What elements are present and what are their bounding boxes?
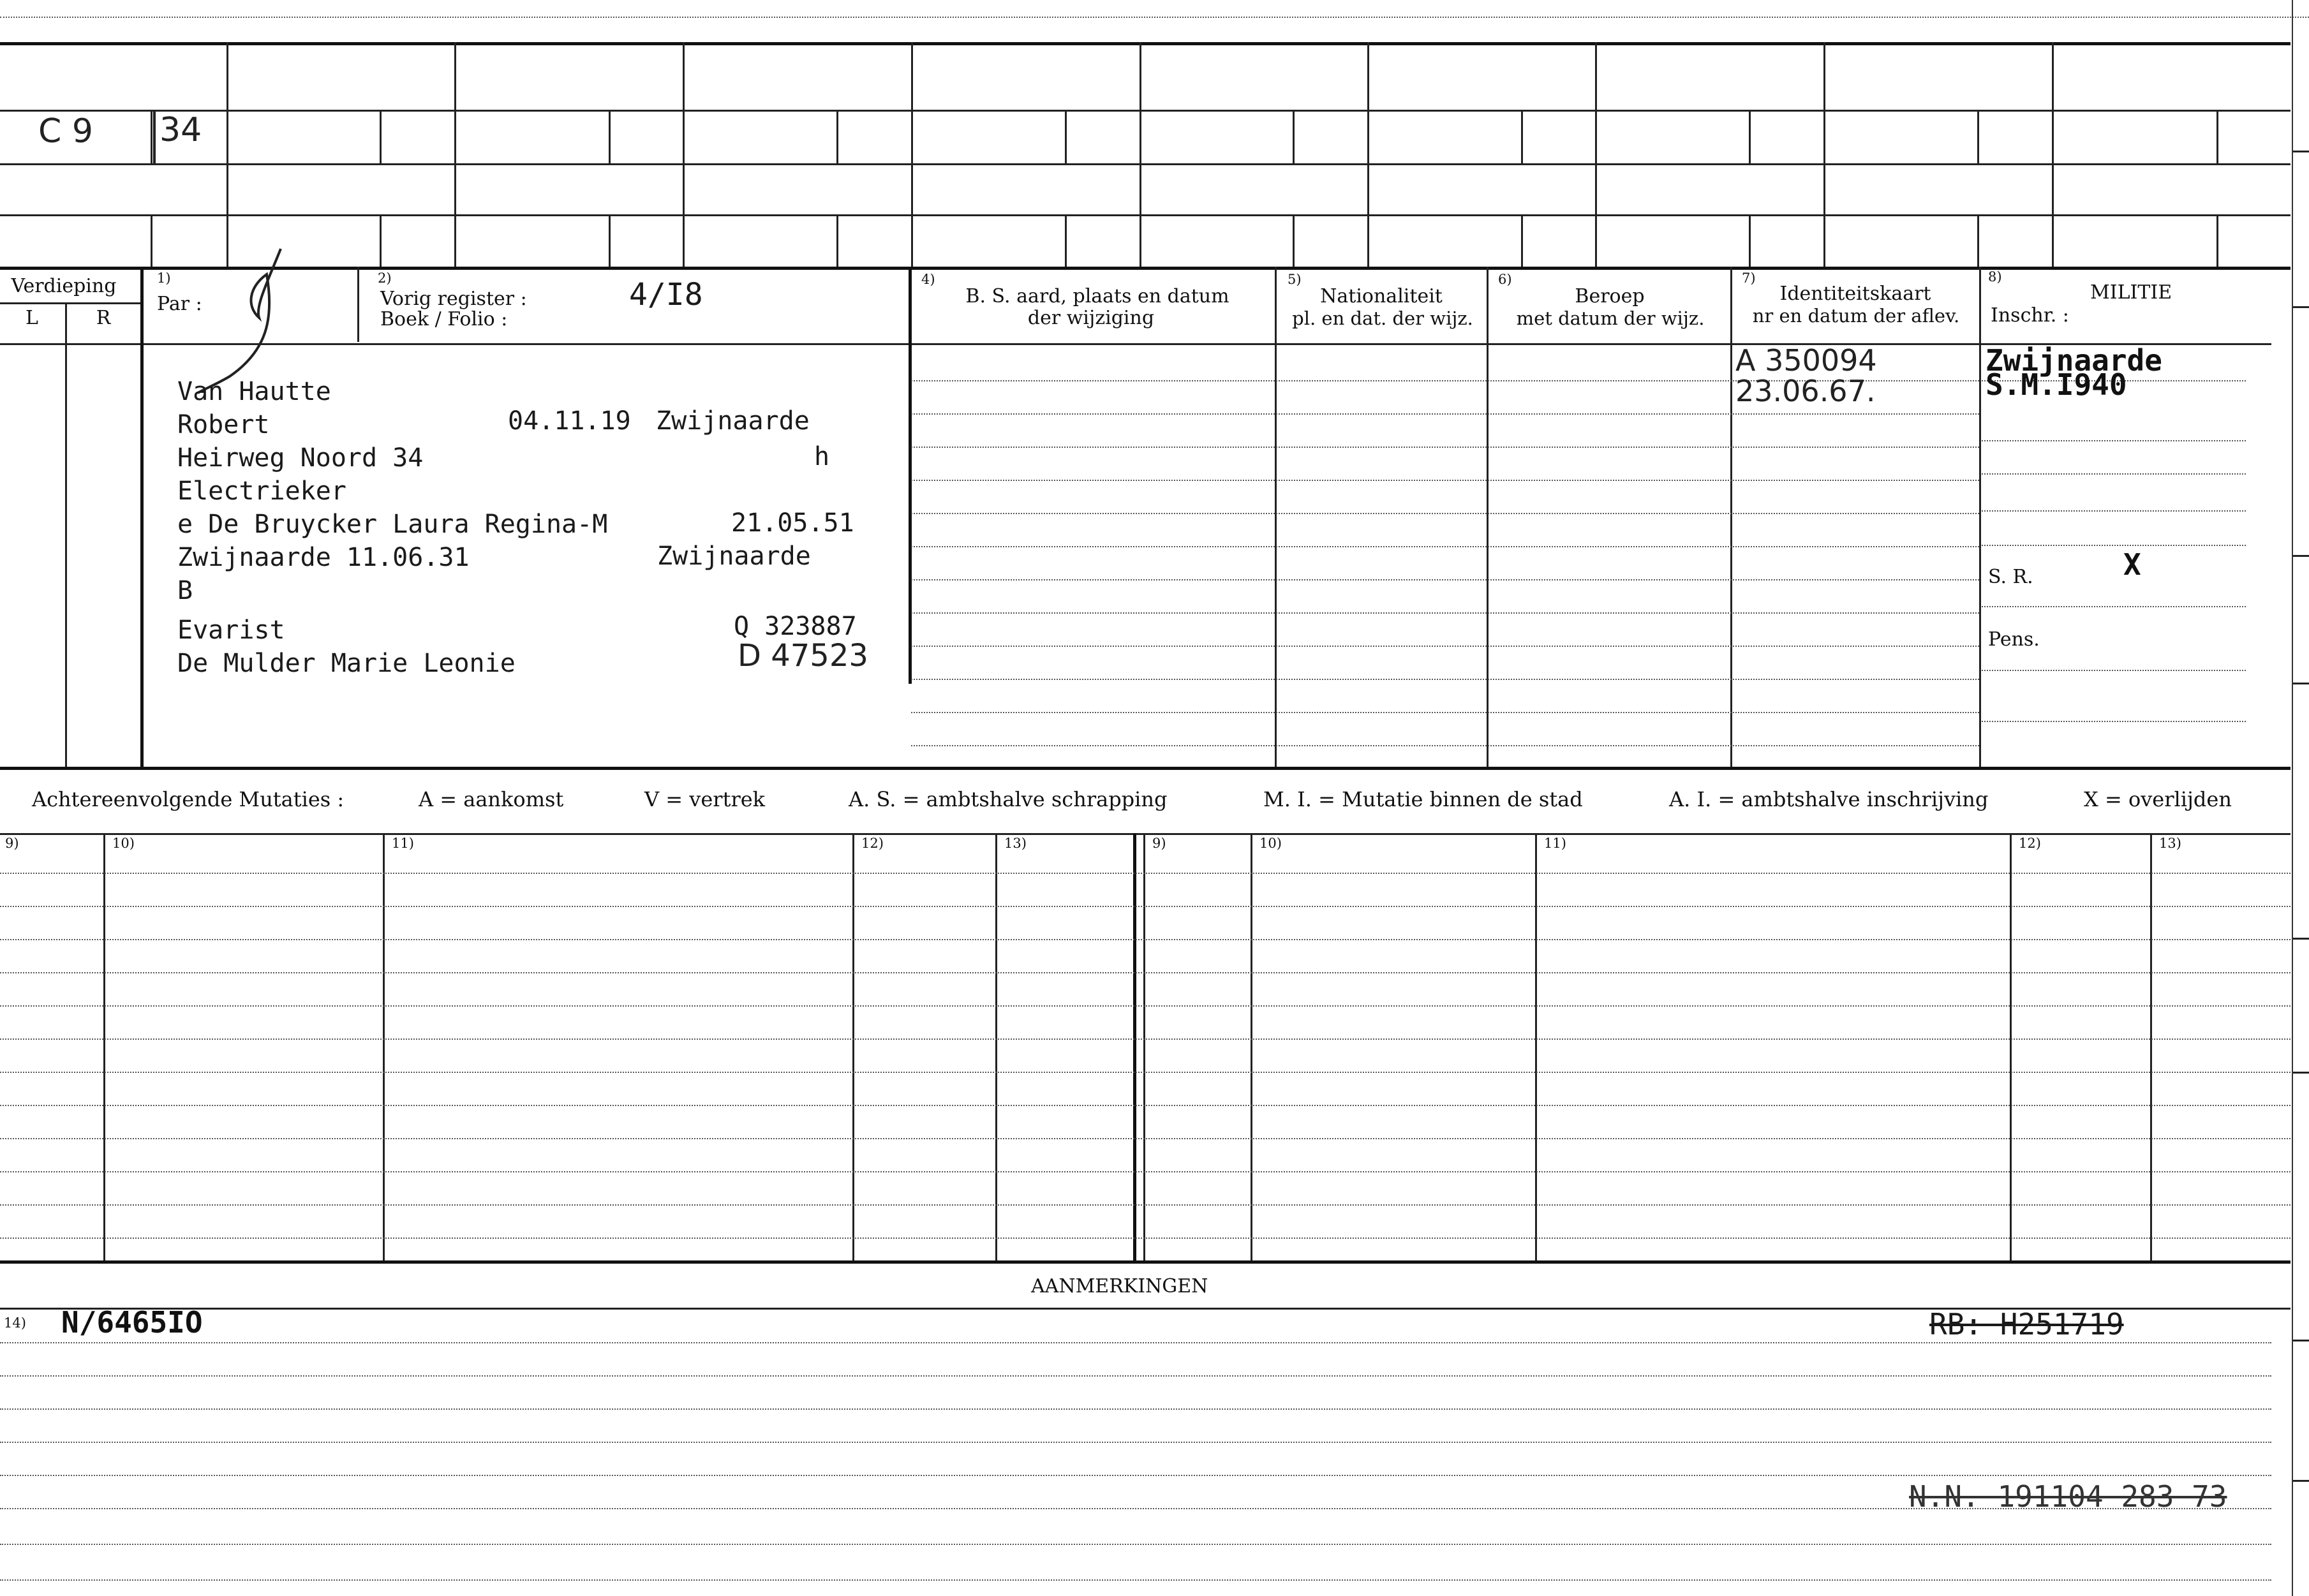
verdieping-header: Verdieping [11,275,117,297]
id-header-line2: nr en datum der aflev. [1752,305,1960,327]
par-number: 1) [157,270,171,286]
marriage-date: 21.05.51 [731,508,854,538]
mother-code: D 47523 [738,638,868,674]
profession: Electrieker [177,477,346,506]
rb-number: RB: H251719 [1929,1307,2124,1341]
mutation-col-11b: 11) [1544,836,1566,851]
legend-aankomst: A = aankomst [419,787,564,811]
mutation-col-12b: 12) [2019,836,2041,851]
nat-number: 5) [1288,272,1302,287]
id-card-date: 23.06.67. [1735,374,1876,408]
legend-overlijden: X = overlijden [2084,787,2232,811]
father-code: Q 323887 [734,612,857,641]
mutation-col-13: 13) [1004,836,1027,851]
nationality: B [177,576,193,605]
nat-header-line1: Nationaliteit [1320,285,1443,307]
legend-mutatie: M. I. = Mutatie binnen de stad [1263,787,1583,811]
left-header: L [26,307,38,329]
firstname: Robert [177,410,270,440]
beroep-header-line2: met datum der wijz. [1516,307,1705,329]
nn-number: N.N. 191104 283 73 [1909,1479,2227,1514]
id-number: 7) [1742,270,1756,286]
remarks-code: N/6465IO [61,1305,203,1340]
id-card-number: A 350094 [1735,343,1877,378]
father: Evarist [177,616,285,645]
legend-schrapping: A. S. = ambtshalve schrapping [849,787,1168,811]
mutation-col-12: 12) [861,836,884,851]
sr-value: X [2123,547,2141,582]
mutation-col-10b: 10) [1259,836,1282,851]
pens-label: Pens. [1988,628,2040,651]
spouse: e De Bruycker Laura Regina-M [177,510,608,539]
beroep-number: 6) [1498,272,1512,287]
bs-header-line2: der wijziging [1027,307,1155,329]
vorig-register-label: Vorig register : [380,288,527,310]
top-edge-line [0,17,2309,18]
nat-header-line2: pl. en dat. der wijz. [1292,307,1473,329]
boek-folio-label: Boek / Folio : [380,308,508,330]
spouse-birth: Zwijnaarde 11.06.31 [177,543,470,572]
card-code: C 9 [38,112,93,151]
id-header-line1: Identiteitskaart [1779,283,1931,305]
sr-label: S. R. [1988,566,2033,588]
militie-number: 8) [1988,269,2002,284]
militia-place: Zwijnaarde [1986,343,2162,378]
par-label: Par : [157,293,202,315]
vorig-register-value: 4/I8 [629,277,703,313]
birth-date: 04.11.19 [508,406,631,436]
bs-header-line1: B. S. aard, plaats en datum [965,285,1229,307]
vorig-number: 2) [378,270,392,286]
mutation-col-9b: 9) [1152,836,1166,851]
remarks-number: 14) [4,1315,26,1331]
gender: h [814,442,830,471]
mutation-col-9: 9) [5,836,19,851]
militia-class: S.M.I940 [1986,367,2127,402]
house-number: 34 [160,111,202,149]
surname: Van Hautte [177,377,331,406]
militie-header: MILITIE [2090,281,2172,304]
legend-title: Achtereenvolgende Mutaties : [32,787,345,811]
beroep-header-line1: Beroep [1575,285,1645,307]
mutation-col-10: 10) [112,836,135,851]
legend-inschrijving: A. I. = ambtshalve inschrijving [1669,787,1989,811]
right-header: R [96,307,111,329]
mutation-col-13b: 13) [2159,836,2181,851]
birth-place: Zwijnaarde [656,406,810,436]
address: Heirweg Noord 34 [177,443,424,473]
legend-vertrek: V = vertrek [644,787,766,811]
mutation-col-11: 11) [392,836,414,851]
spouse-place: Zwijnaarde [657,542,811,571]
bs-number: 4) [921,272,935,287]
mother: De Mulder Marie Leonie [177,649,516,678]
remarks-title: AANMERKINGEN [1031,1275,1208,1297]
inschr-label: Inschr. : [1991,304,2069,327]
